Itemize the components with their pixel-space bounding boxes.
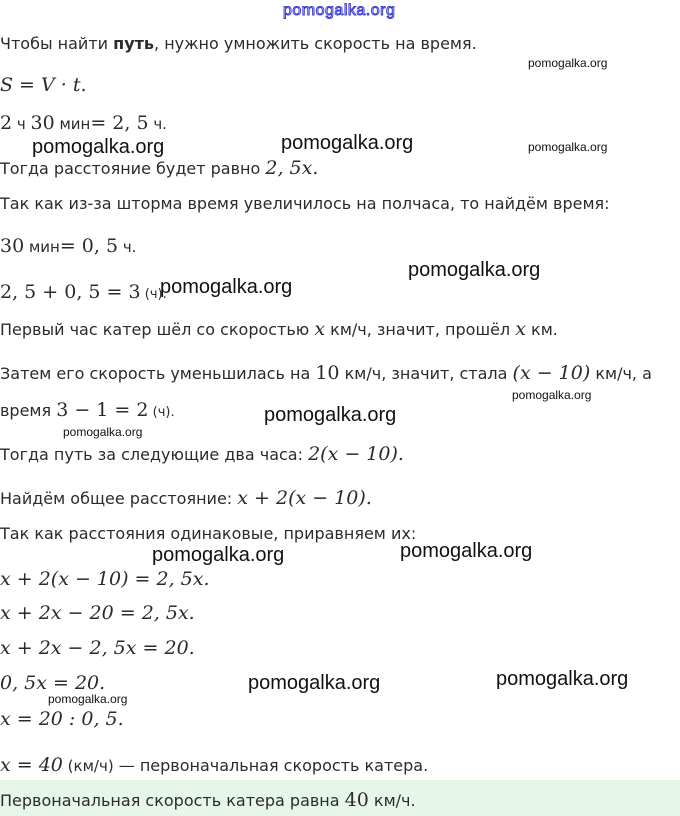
number: 10 (315, 362, 340, 384)
watermark-top[interactable]: pomogalka.org (283, 2, 396, 19)
unit: (ч). (140, 287, 167, 302)
watermark: pomogalka.org (408, 259, 541, 281)
watermark: pomogalka.org (496, 668, 629, 690)
answer-text (0, 789, 416, 812)
watermark: pomogalka.org (32, 136, 165, 158)
text-part: Тогда расстояние будет равно (0, 159, 266, 178)
watermark: pomogalka.org (400, 540, 533, 562)
half-hour-conversion (0, 235, 136, 258)
text-line-next-two-hours (0, 443, 404, 466)
unit: мин (24, 238, 60, 256)
number: 30 (0, 235, 25, 257)
expression: 2(x − 10). (308, 443, 404, 465)
watermark: pomogalka.org (264, 404, 397, 426)
text-line-time-remaining (0, 399, 175, 424)
text-line-distance (0, 157, 318, 180)
equation-step-1: x + 2(x − 10) = 2, 5x. (0, 568, 210, 590)
text-part: Первоначальная скорость катера равна (0, 791, 345, 810)
unit: мин (54, 115, 91, 133)
text-line-storm: Так как из-за шторма время увеличилось на полчаса, то найдём время: (0, 194, 610, 213)
watermark: pomogalka.org (512, 388, 592, 402)
equation-step-2: x + 2x − 20 = 2, 5x. (0, 602, 195, 624)
equation-step-5: x = 20 : 0, 5. (0, 708, 124, 730)
unit: (км/ч) (62, 757, 114, 775)
watermark: pomogalka.org (248, 672, 381, 694)
text-line-1 (0, 33, 477, 55)
unit: ч. (118, 238, 137, 256)
time-conversion-line (0, 112, 167, 135)
total-time-line (0, 281, 167, 306)
number: 2 (0, 112, 13, 134)
text-part: Чтобы найти (0, 34, 114, 53)
variable: x (314, 318, 326, 340)
text-part: км. (525, 320, 558, 339)
text-part: время (0, 401, 57, 420)
variable: x (515, 318, 526, 340)
watermark: pomogalka.org (48, 692, 128, 706)
watermark: pomogalka.org (281, 132, 414, 154)
expression: 2, 5 + 0, 5 = 3 (0, 281, 141, 303)
text-part: , нужно умножить скорость на время. (154, 34, 477, 53)
formula-distance: S = V · t. (0, 74, 87, 96)
text-part: Найдём общее расстояние: (0, 489, 238, 508)
equation-step-3: x + 2x − 2, 5x = 20. (0, 637, 195, 659)
text-part: км/ч, значит, прошёл (325, 320, 516, 339)
bold-word-path: путь (113, 34, 155, 53)
equation-step-4: 0, 5x = 20. (0, 672, 106, 694)
text-line-first-hour (0, 318, 558, 341)
number: 40 (344, 789, 369, 811)
unit: ч. (148, 115, 167, 133)
number: 30 (30, 112, 55, 134)
expression: 3 − 1 = 2 (56, 399, 149, 421)
unit: ч (12, 115, 31, 133)
expression: = 0, 5 (59, 235, 119, 257)
unit: (ч). (148, 405, 175, 420)
text-part: — первоначальная скорость катера. (113, 756, 429, 775)
text-part: Затем его скорость уменьшилась на (0, 364, 316, 383)
text-part: Тогда путь за следующие два часа: (0, 445, 309, 464)
text-part: км/ч. (368, 791, 416, 810)
expression: 2, 5x. (265, 157, 319, 179)
result-line (0, 754, 428, 777)
expression: x = 40 (0, 754, 63, 776)
watermark: pomogalka.org (152, 544, 285, 566)
expression: (x − 10) (512, 362, 591, 384)
watermark: pomogalka.org (160, 276, 293, 298)
watermark: pomogalka.org (63, 425, 143, 439)
expression: = 2, 5 (90, 112, 149, 134)
text-line-total-distance (0, 487, 372, 510)
watermark: pomogalka.org (528, 140, 608, 154)
text-line-speed-decrease (0, 362, 652, 385)
watermark: pomogalka.org (528, 56, 608, 70)
text-part: км/ч, а (590, 364, 652, 383)
text-part: км/ч, значит, стала (339, 364, 513, 383)
expression: x + 2(x − 10). (237, 487, 372, 509)
answer-box (0, 780, 680, 816)
text-line-equate: Так как расстояния одинаковые, приравняем их: (0, 524, 417, 543)
text-part: Первый час катер шёл со скоростью (0, 320, 315, 339)
